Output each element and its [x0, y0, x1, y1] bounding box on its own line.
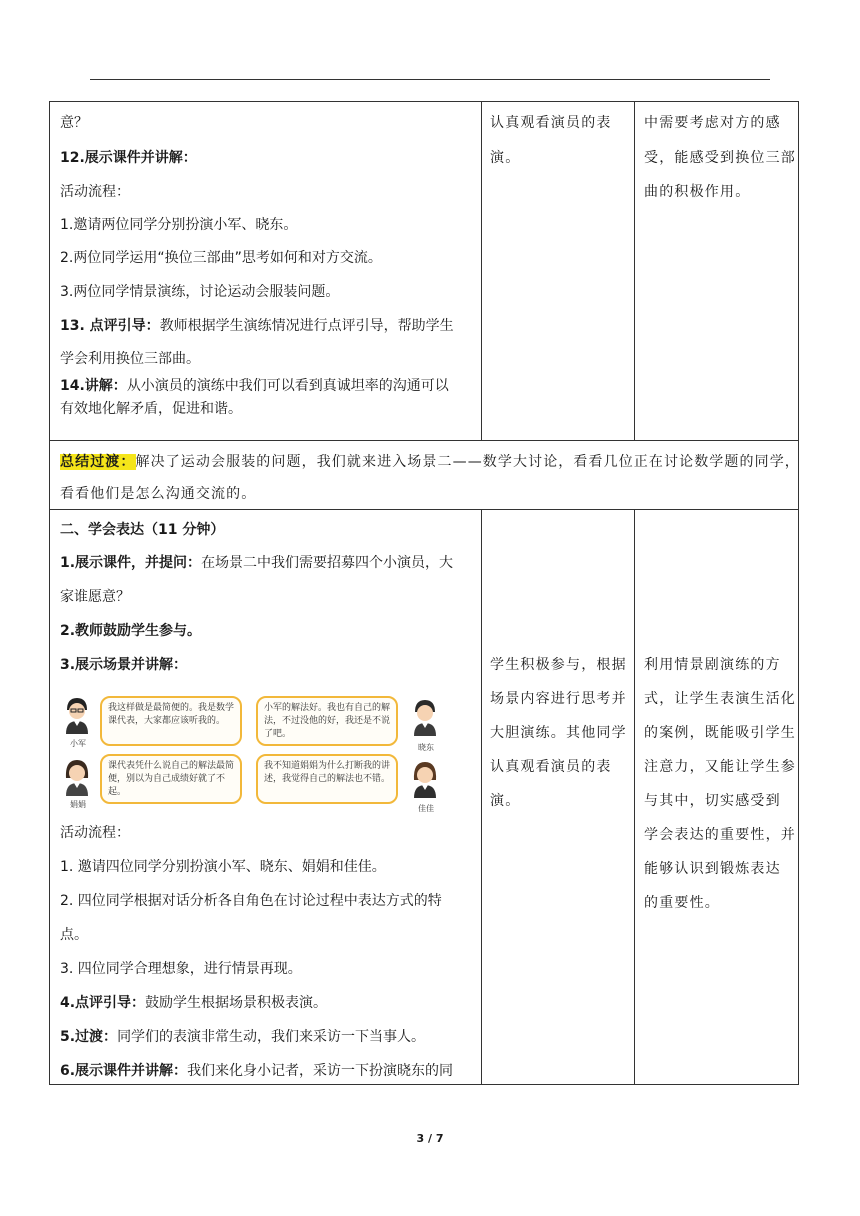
text-line: 能够认识到锻炼表达	[644, 861, 781, 877]
paragraph: 1.展示课件，并提问：在场景二中我们需要招募四个小演员，大	[60, 555, 454, 571]
speech-bubble: 小军的解法好。我也有自己的解法，不过没他的好，我还是不说了吧。	[256, 696, 398, 746]
text-line: 注意力，又能让学生参	[644, 759, 796, 775]
avatar-name: 晓东	[418, 743, 434, 752]
speech-bubble: 课代表凭什么说自己的解法最简便，别以为自己成绩好就了不起。	[100, 754, 242, 804]
text-line: 的案例，既能吸引学生	[644, 725, 796, 741]
text-line: 演。	[490, 793, 521, 809]
avatar-boy-icon	[62, 696, 92, 734]
text-line: 大胆演练。其他同学	[490, 725, 627, 741]
speech-bubble: 我不知道娟娟为什么打断我的讲述，我觉得自己的解法也不错。	[256, 754, 398, 804]
text-line: 利用情景剧演练的方	[644, 657, 781, 673]
text-line: 中需要考虑对方的感	[644, 115, 781, 131]
paragraph: 2.两位同学运用“换位三部曲”思考如何和对方交流。	[60, 250, 382, 266]
summary-label: 总结过渡：	[60, 454, 136, 470]
text-line: 场景内容进行思考并	[490, 691, 627, 707]
paragraph: 点。	[60, 927, 88, 943]
paragraph: 6.展示课件并讲解：我们来化身小记者，采访一下扮演晓东的同	[60, 1063, 454, 1079]
paragraph: 5.过渡：同学们的表演非常生动，我们来采访一下当事人。	[60, 1029, 426, 1045]
text-line: 的重要性。	[644, 895, 720, 911]
page-number: 3 / 7	[416, 1132, 444, 1145]
paragraph: 3. 四位同学合理想象，进行情景再现。	[60, 961, 302, 977]
summary-line-1: 总结过渡：解决了运动会服装的问题，我们就来进入场景二——数学大讨论，看看几位正在讨论数学题的同学，	[60, 454, 800, 470]
paragraph: 14.讲解：从小演员的演练中我们可以看到真诚坦率的沟通可以	[60, 378, 449, 394]
section-heading: 二、学会表达（11 分钟）	[60, 522, 225, 538]
paragraph: 学会利用换位三部曲。	[60, 351, 200, 367]
text-line: 认真观看演员的表	[490, 115, 612, 131]
paragraph: 1. 邀请四位同学分别扮演小军、晓东、娟娟和佳佳。	[60, 859, 386, 875]
text-line: 演。	[490, 150, 521, 166]
avatar-girl-icon	[410, 760, 440, 798]
text-line: 曲的积极作用。	[644, 184, 751, 200]
text-line: 学会表达的重要性，并	[644, 827, 796, 843]
text-line: 式，让学生表演生活化	[644, 691, 796, 707]
avatar-name: 娟娟	[70, 800, 86, 809]
summary-line-2: 看看他们是怎么沟通交流的。	[60, 486, 257, 502]
text-line: 受，能感受到换位三部	[644, 150, 796, 166]
paragraph: 1.邀请两位同学分别扮演小军、晓东。	[60, 217, 298, 233]
avatar-girl-icon	[62, 758, 92, 796]
paragraph: 3.两位同学情景演练，讨论运动会服装问题。	[60, 284, 340, 300]
paragraph: 13. 点评引导：教师根据学生演练情况进行点评引导，帮助学生	[60, 318, 454, 334]
paragraph: 12.展示课件并讲解：	[60, 150, 197, 166]
avatar-boy-icon	[410, 698, 440, 736]
paragraph: 2. 四位同学根据对话分析各自角色在讨论过程中表达方式的特	[60, 893, 442, 909]
scene-illustration	[60, 690, 476, 815]
paragraph: 有效地化解矛盾，促进和谐。	[60, 401, 242, 417]
paragraph: 活动流程：	[60, 184, 130, 200]
header-rule	[90, 79, 770, 80]
text-line: 学生积极参与，根据	[490, 657, 627, 673]
paragraph: 意？	[60, 115, 88, 131]
paragraph: 2.教师鼓励学生参与。	[60, 623, 202, 639]
speech-bubble: 我这样做是最简便的。我是数学课代表，大家都应该听我的。	[100, 696, 242, 746]
avatar-name: 小军	[70, 739, 86, 748]
text-line: 认真观看演员的表	[490, 759, 612, 775]
text-line: 与其中，切实感受到	[644, 793, 781, 809]
paragraph: 家谁愿意？	[60, 589, 130, 605]
avatar-name: 佳佳	[418, 804, 434, 813]
paragraph: 3.展示场景并讲解：	[60, 657, 188, 673]
paragraph: 活动流程：	[60, 825, 130, 841]
paragraph: 4.点评引导：鼓励学生根据场景积极表演。	[60, 995, 328, 1011]
